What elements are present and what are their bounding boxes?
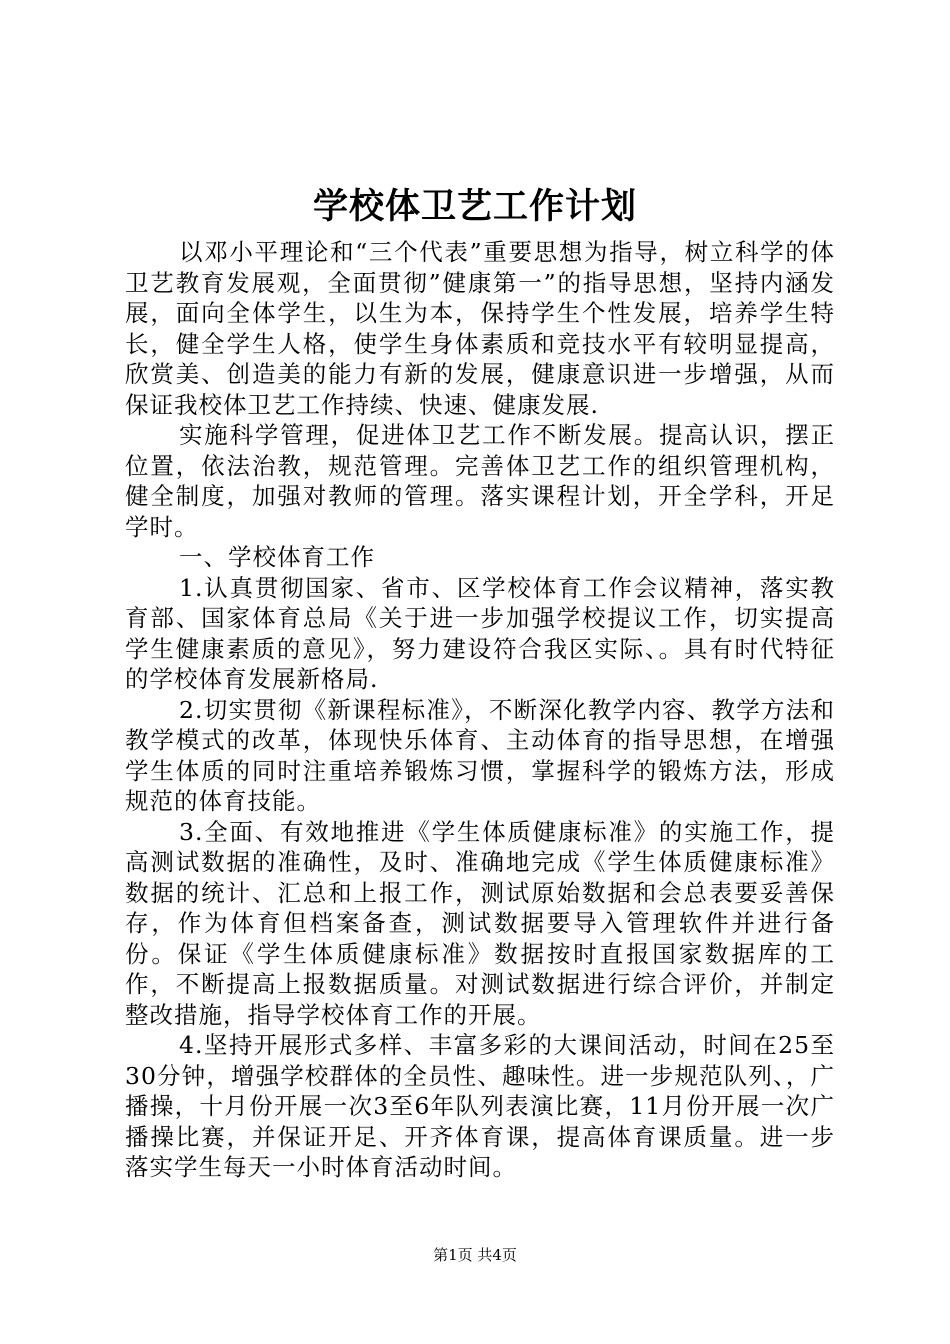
page-number-footer: 第1页 共4页 [433, 1246, 517, 1264]
document-title: 学校体卫艺工作计划 [312, 186, 637, 227]
section-heading-sports: 一、学校体育工作 [179, 543, 376, 571]
document-body [125, 237, 835, 1183]
paragraph-item-2: 2.切实贯彻《新课程标准》，不断深化教学内容、教学方法和教学模式的改革，体现快乐体育、主动体育的指导思想，在增强学生体质的同时注重培养锻炼习惯，掌握科学的锻炼方法，形成规范的体育技能。 [125, 695, 835, 815]
paragraph-intro: 以邓小平理论和“三个代表”重要思想为指导，树立科学的体卫艺教育发展观，全面贯彻”健康第一”的指导思想，坚持内涵发展，面向全体学生，以生为本，保持学生个性发展，培养学生特长，健全学生人格，使学生身体素质和竞技水平有较明显提高，欣赏美、创造美的能力有新的发展，健康意识进一步增强，从而保证我校体卫艺工作持续、快速、健康发展. [125, 238, 835, 419]
paragraph-management: 实施科学管理，促进体卫艺工作不断发展。提高认识，摆正位置，依法治教，规范管理。完善体卫艺工作的组织管理机构，健全制度，加强对教师的管理。落实课程计划，开全学科，开足学时。 [125, 421, 835, 541]
paragraph-item-1: 1.认真贯彻国家、省市、区学校体育工作会议精神，落实教育部、国家体育总局《关于进一步加强学校提议工作，切实提高学生健康素质的意见》，努力建设符合我区实际、。具有时代特征的学校体育发展新格局. [125, 573, 835, 693]
paragraph-item-4: 4.坚持开展形式多样、丰富多彩的大课间活动，时间在25至30分钟，增强学校群体的全员性、趣味性。进一步规范队列、，广播操，十月份开展一次3至6年队列表演比赛，11月份开展一次广播操比赛，并保证开足、开齐体育课，提高体育课质量。进一步落实学生每天一小时体育活动时间。 [125, 1031, 835, 1181]
paragraph-item-3: 3.全面、有效地推进《学生体质健康标准》的实施工作，提高测试数据的准确性，及时、准确地完成《学生体质健康标准》数据的统计、汇总和上报工作，测试原始数据和会总表要妥善保存，作为体育但档案备查，测试数据要导入管理软件并进行备份。保证《学生体质健康标准》数据按时直报国家数据库的工作，不断提高上报数据质量。对测试数据进行综合评价，并制定整改措施，指导学校体育工作的开展。 [125, 817, 835, 1029]
